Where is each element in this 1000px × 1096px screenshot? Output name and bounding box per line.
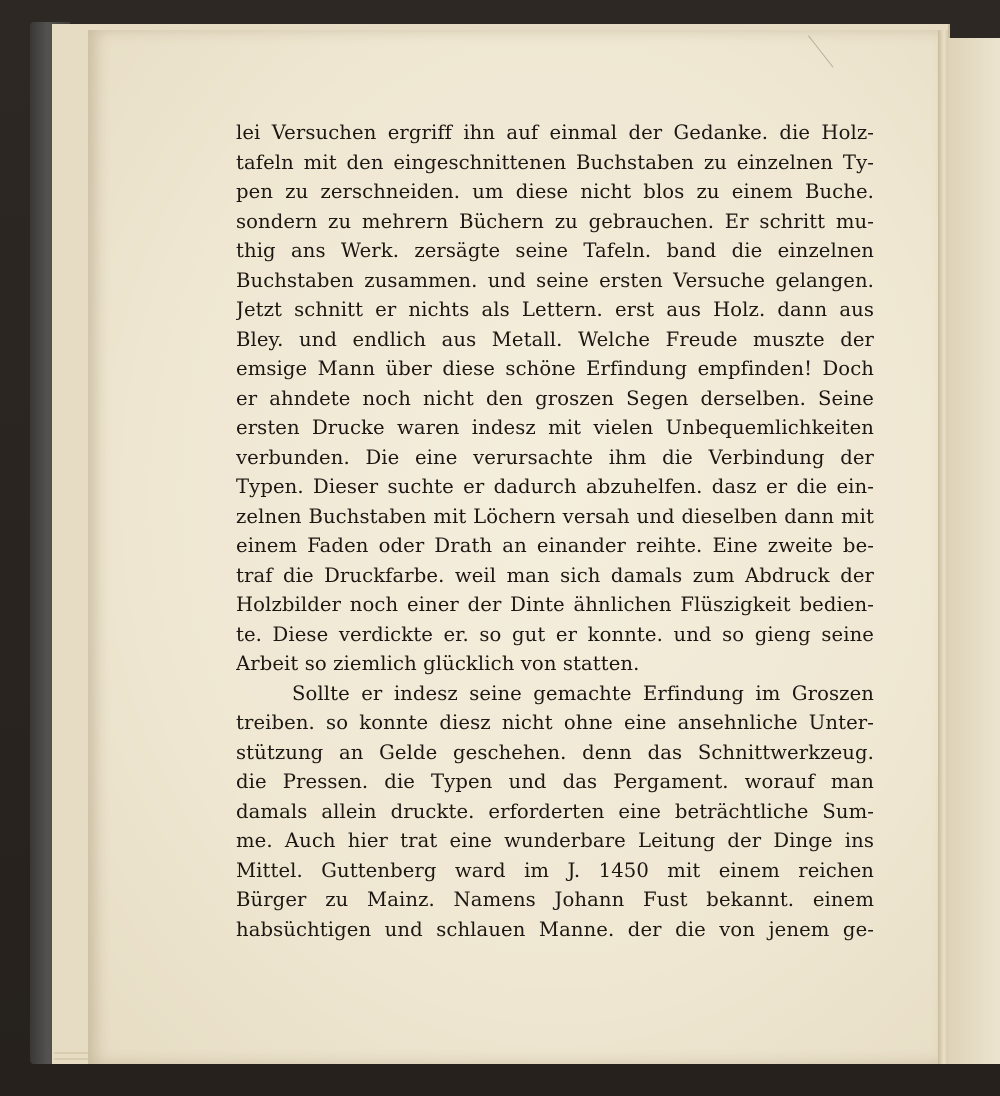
text-line: einem Faden oder Drath an einander reihte. Eine zweite be-: [236, 534, 874, 557]
text-line: sondern zu mehrern Büchern zu gebrauchen. Er schritt mu-: [236, 209, 874, 233]
text-line: ersten Drucke waren indesz mit vielen Unbequemlichkeiten: [236, 416, 874, 439]
text-line: te. Diese verdickte er. so gut er konnte. und so gieng seine: [236, 622, 874, 646]
text-line: Bürger zu Mainz. Namens Johann Fust bekannt. einem: [236, 888, 874, 911]
text-line: habsüchtigen und schlauen Manne. der die von jenem ge-: [236, 917, 874, 941]
text-line: zelnen Buchstaben mit Löchern versah und dieselben dann mit: [236, 504, 874, 528]
text-line: die Pressen. die Typen und das Pergament. worauf man: [236, 770, 874, 793]
text-line: verbunden. Die eine verursachte ihm die Verbindung der: [236, 445, 874, 469]
text-line: stützung an Gelde geschehen. denn das Schnittwerkzeug.: [236, 740, 874, 764]
text-line: Jetzt schnitt er nichts als Lettern. erst aus Holz. dann aus: [236, 298, 874, 321]
facing-page-edge: [948, 38, 1000, 1064]
text-line: Sollte er indesz seine gemachte Erfindung im Groszen: [292, 681, 874, 705]
text-line: Buchstaben zusammen. und seine ersten Versuche gelangen.: [236, 268, 874, 292]
text-line: thig ans Werk. zersägte seine Tafeln. band die einzelnen: [236, 239, 874, 262]
text-line: me. Auch hier trat eine wunderbare Leitung der Dinge ins: [236, 829, 874, 852]
page-text: [236, 118, 874, 944]
text-line: damals allein druckte. erforderten eine beträchtliche Sum-: [236, 799, 874, 823]
text-line: traf die Druckfarbe. weil man sich damals zum Abdruck der: [236, 563, 874, 587]
text-line: er ahndete noch nicht den groszen Segen derselben. Seine: [236, 386, 874, 410]
text-line: Bley. und endlich aus Metall. Welche Freude muszte der: [236, 327, 874, 351]
text-line: treiben. so konnte diesz nicht ohne eine ansehnliche Unter-: [236, 711, 874, 734]
text-line: pen zu zerschneiden. um diese nicht blos zu einem Buche.: [236, 180, 874, 203]
text-line: emsige Mann über diese schöne Erfindung empfinden! Doch: [236, 357, 874, 380]
page-gutter: [938, 30, 948, 1064]
text-line: Typen. Dieser suchte er dadurch abzuhelfen. dasz er die ein-: [236, 475, 874, 498]
text-line: tafeln mit den eingeschnittenen Buchstaben zu einzelnen Ty-: [236, 150, 874, 174]
text-line: Arbeit so ziemlich glücklich von statten.: [236, 652, 640, 675]
text-line: lei Versuchen ergriff ihn auf einmal der Gedanke. die Holz-: [236, 121, 874, 144]
text-line: Holzbilder noch einer der Dinte ähnlichen Flüszigkeit bedien-: [236, 593, 874, 616]
text-line: Mittel. Guttenberg ward im J. 1450 mit einem reichen: [236, 858, 874, 882]
